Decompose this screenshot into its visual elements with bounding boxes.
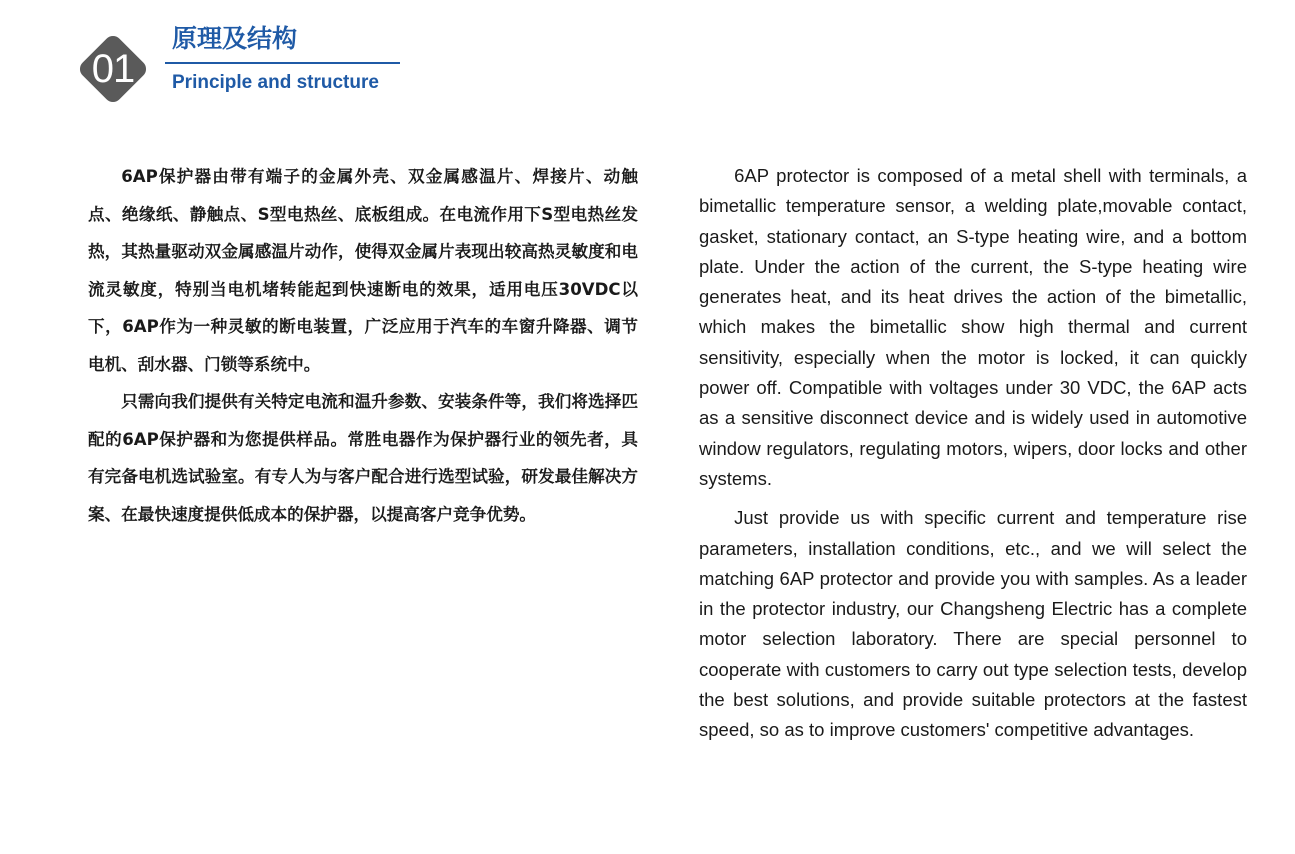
- en-paragraph: 6AP protector is composed of a metal shell with terminals, a bimetallic temperature sensor, a welding plate,movable contact, gasket, stationary contact, an S-type heating wire, and a bottom plate. Under the action of the current, the S-type heating wire generates heat, and its heat drives the action of the bimetallic, which makes the bimetallic show high thermal and current sensitivity, especially when the motor is locked, it can quickly power off. Compatible with voltages under 30 VDC, the 6AP acts as a sensitive disconnect device and is widely used in automotive window regulators, regulating motors, wipers, door locks and other systems.: [699, 165, 1247, 489]
- section-title-en: Principle and structure: [172, 72, 379, 93]
- section-number-badge: [68, 24, 158, 114]
- title-divider: [165, 62, 400, 64]
- section-header: [68, 18, 408, 118]
- section-number: 01: [91, 47, 135, 91]
- zh-paragraph: 只需向我们提供有关特定电流和温升参数、安装条件等，我们将选择匹配的6AP保护器和为您提供样品。常胜电器作为保护器行业的领先者，具有完备电机选试验室。有专人为与客户配合进行选型试验，研发最佳解决方案、在最快速度提供低成本的保护器，以提高客户竞争优势。: [88, 392, 638, 524]
- en-paragraph: Just provide us with specific current and temperature rise parameters, installation conditions, etc., and we will select the matching 6AP protector and provide you with samples. As a leader in the protector industry, our Changsheng Electric has a complete motor selection laboratory. There are special personnel to cooperate with customers to carry out type selection tests, develop the best solutions, and provide suitable protectors at the fastest speed, so as to improve customers' competitive advantages.: [699, 507, 1247, 741]
- chinese-text-column: [88, 158, 638, 533]
- zh-paragraph: 6AP保护器由带有端子的金属外壳、双金属感温片、焊接片、动触点、绝缘纸、静触点、S型电热丝、底板组成。在电流作用下S型电热丝发热，其热量驱动双金属感温片动作，使得双金属片表现出较高热灵敏度和电流灵敏度，特别当电机堵转能起到快速断电的效果，适用电压30VDC以下，6AP作为一种灵敏的断电装置，广泛应用于汽车的车窗升降器、调节电机、刮水器、门锁等系统中。: [88, 167, 638, 374]
- section-title-zh: 原理及结构: [172, 24, 298, 53]
- english-text-column: [699, 161, 1247, 746]
